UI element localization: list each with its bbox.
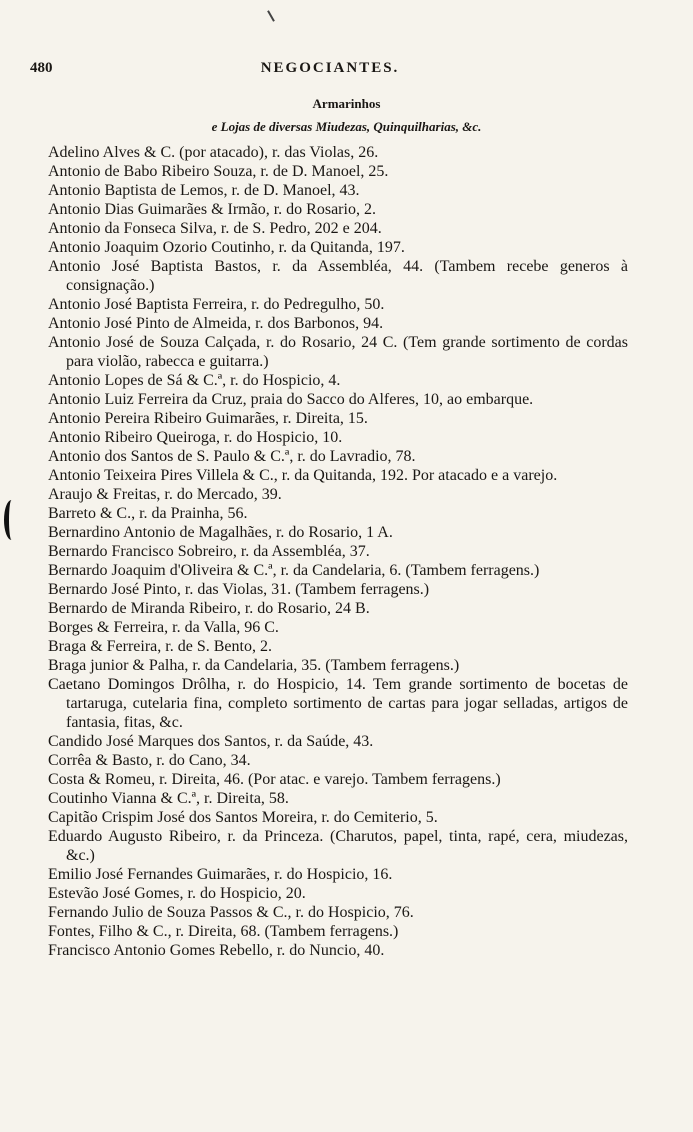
list-item: Antonio José Baptista Bastos, r. da Assembléa, 44. (Tambem recebe generos à consignação.) xyxy=(48,258,628,294)
list-item: Barreto & C., r. da Prainha, 56. xyxy=(48,505,248,522)
entry-list xyxy=(48,143,628,960)
list-item: Corrêa & Basto, r. do Cano, 34. xyxy=(48,752,251,769)
list-item: Emilio José Fernandes Guimarães, r. do Hospicio, 16. xyxy=(48,866,393,883)
list-item: Antonio dos Santos de S. Paulo & C.ª, r. do Lavradio, 78. xyxy=(48,448,416,465)
list-item: Antonio José Pinto de Almeida, r. dos Barbonos, 94. xyxy=(48,315,384,332)
list-item: Adelino Alves & C. (por atacado), r. das Violas, 26. xyxy=(48,144,379,161)
list-item: Antonio Pereira Ribeiro Guimarães, r. Direita, 15. xyxy=(48,410,368,427)
list-item: Candido José Marques dos Santos, r. da Saúde, 43. xyxy=(48,733,374,750)
list-item: Fontes, Filho & C., r. Direita, 68. (Tambem ferragens.) xyxy=(48,923,399,940)
list-item: Antonio da Fonseca Silva, r. de S. Pedro, 202 e 204. xyxy=(48,220,382,237)
list-item: Eduardo Augusto Ribeiro, r. da Princeza. (Charutos, papel, tinta, rapé, cera, miudezas, &c.) xyxy=(48,828,628,864)
list-item: Braga & Ferreira, r. de S. Bento, 2. xyxy=(48,638,272,655)
running-title: NEGOCIANTES. xyxy=(260,60,400,76)
list-item: Bernardino Antonio de Magalhães, r. do Rosario, 1 A. xyxy=(48,524,393,541)
list-item: Antonio Dias Guimarães & Irmão, r. do Rosario, 2. xyxy=(48,201,376,218)
list-item: Bernardo Joaquim d'Oliveira & C.ª, r. da Candelaria, 6. (Tambem ferragens.) xyxy=(48,562,540,579)
list-item: Antonio Ribeiro Queiroga, r. do Hospicio, 10. xyxy=(48,429,343,446)
list-item: Borges & Ferreira, r. da Valla, 96 C. xyxy=(48,619,279,636)
section-title: Armarinhos xyxy=(312,96,381,111)
list-item: Antonio Lopes de Sá & C.ª, r. do Hospicio, 4. xyxy=(48,372,341,389)
section-subtitle: e Lojas de diversas Miudezas, Quinquilharias, &c. xyxy=(211,119,482,134)
list-item: Antonio Luiz Ferreira da Cruz, praia do Sacco do Alferes, 10, ao embarque. xyxy=(48,391,534,408)
list-item: Antonio José Baptista Ferreira, r. do Pedregulho, 50. xyxy=(48,296,385,313)
list-item: Araujo & Freitas, r. do Mercado, 39. xyxy=(48,486,282,503)
margin-mark xyxy=(4,500,19,540)
list-item: Bernardo Francisco Sobreiro, r. da Assembléa, 37. xyxy=(48,543,370,560)
list-item: Caetano Domingos Drôlha, r. do Hospicio, 14. Tem grande sortimento de bocetas de tartaruga, cutelaria fina, completo sortimento de cartas para jogar selladas, artigos de fantasia, fitas, &c. xyxy=(48,676,628,731)
list-item: Fernando Julio de Souza Passos & C., r. do Hospicio, 76. xyxy=(48,904,414,921)
list-item: Antonio Baptista de Lemos, r. de D. Manoel, 43. xyxy=(48,182,360,199)
page-number: 480 xyxy=(30,60,53,76)
list-item: Bernardo José Pinto, r. das Violas, 31. (Tambem ferragens.) xyxy=(48,581,430,598)
list-item: Antonio Joaquim Ozorio Coutinho, r. da Quitanda, 197. xyxy=(48,239,405,256)
list-item: Capitão Crispim José dos Santos Moreira, r. do Cemiterio, 5. xyxy=(48,809,438,826)
list-item: Costa & Romeu, r. Direita, 46. (Por atac. e varejo. Tambem ferragens.) xyxy=(48,771,501,788)
list-item: Coutinho Vianna & C.ª, r. Direita, 58. xyxy=(48,790,289,807)
list-item: Braga junior & Palha, r. da Candelaria, 35. (Tambem ferragens.) xyxy=(48,657,460,674)
page-header xyxy=(30,60,630,84)
list-item: Antonio José de Souza Calçada, r. do Rosario, 24 C. (Tem grande sortimento de cordas para violão, rabecca e guitarra.) xyxy=(48,334,628,370)
list-item: Antonio Teixeira Pires Villela & C., r. da Quitanda, 192. Por atacado e a varejo. xyxy=(48,467,558,484)
list-item: Francisco Antonio Gomes Rebello, r. do Nuncio, 40. xyxy=(48,942,385,959)
ink-mark xyxy=(267,10,275,21)
list-item: Bernardo de Miranda Ribeiro, r. do Rosario, 24 B. xyxy=(48,600,370,617)
list-item: Antonio de Babo Ribeiro Souza, r. de D. Manoel, 25. xyxy=(48,163,389,180)
list-item: Estevão José Gomes, r. do Hospicio, 20. xyxy=(48,885,306,902)
